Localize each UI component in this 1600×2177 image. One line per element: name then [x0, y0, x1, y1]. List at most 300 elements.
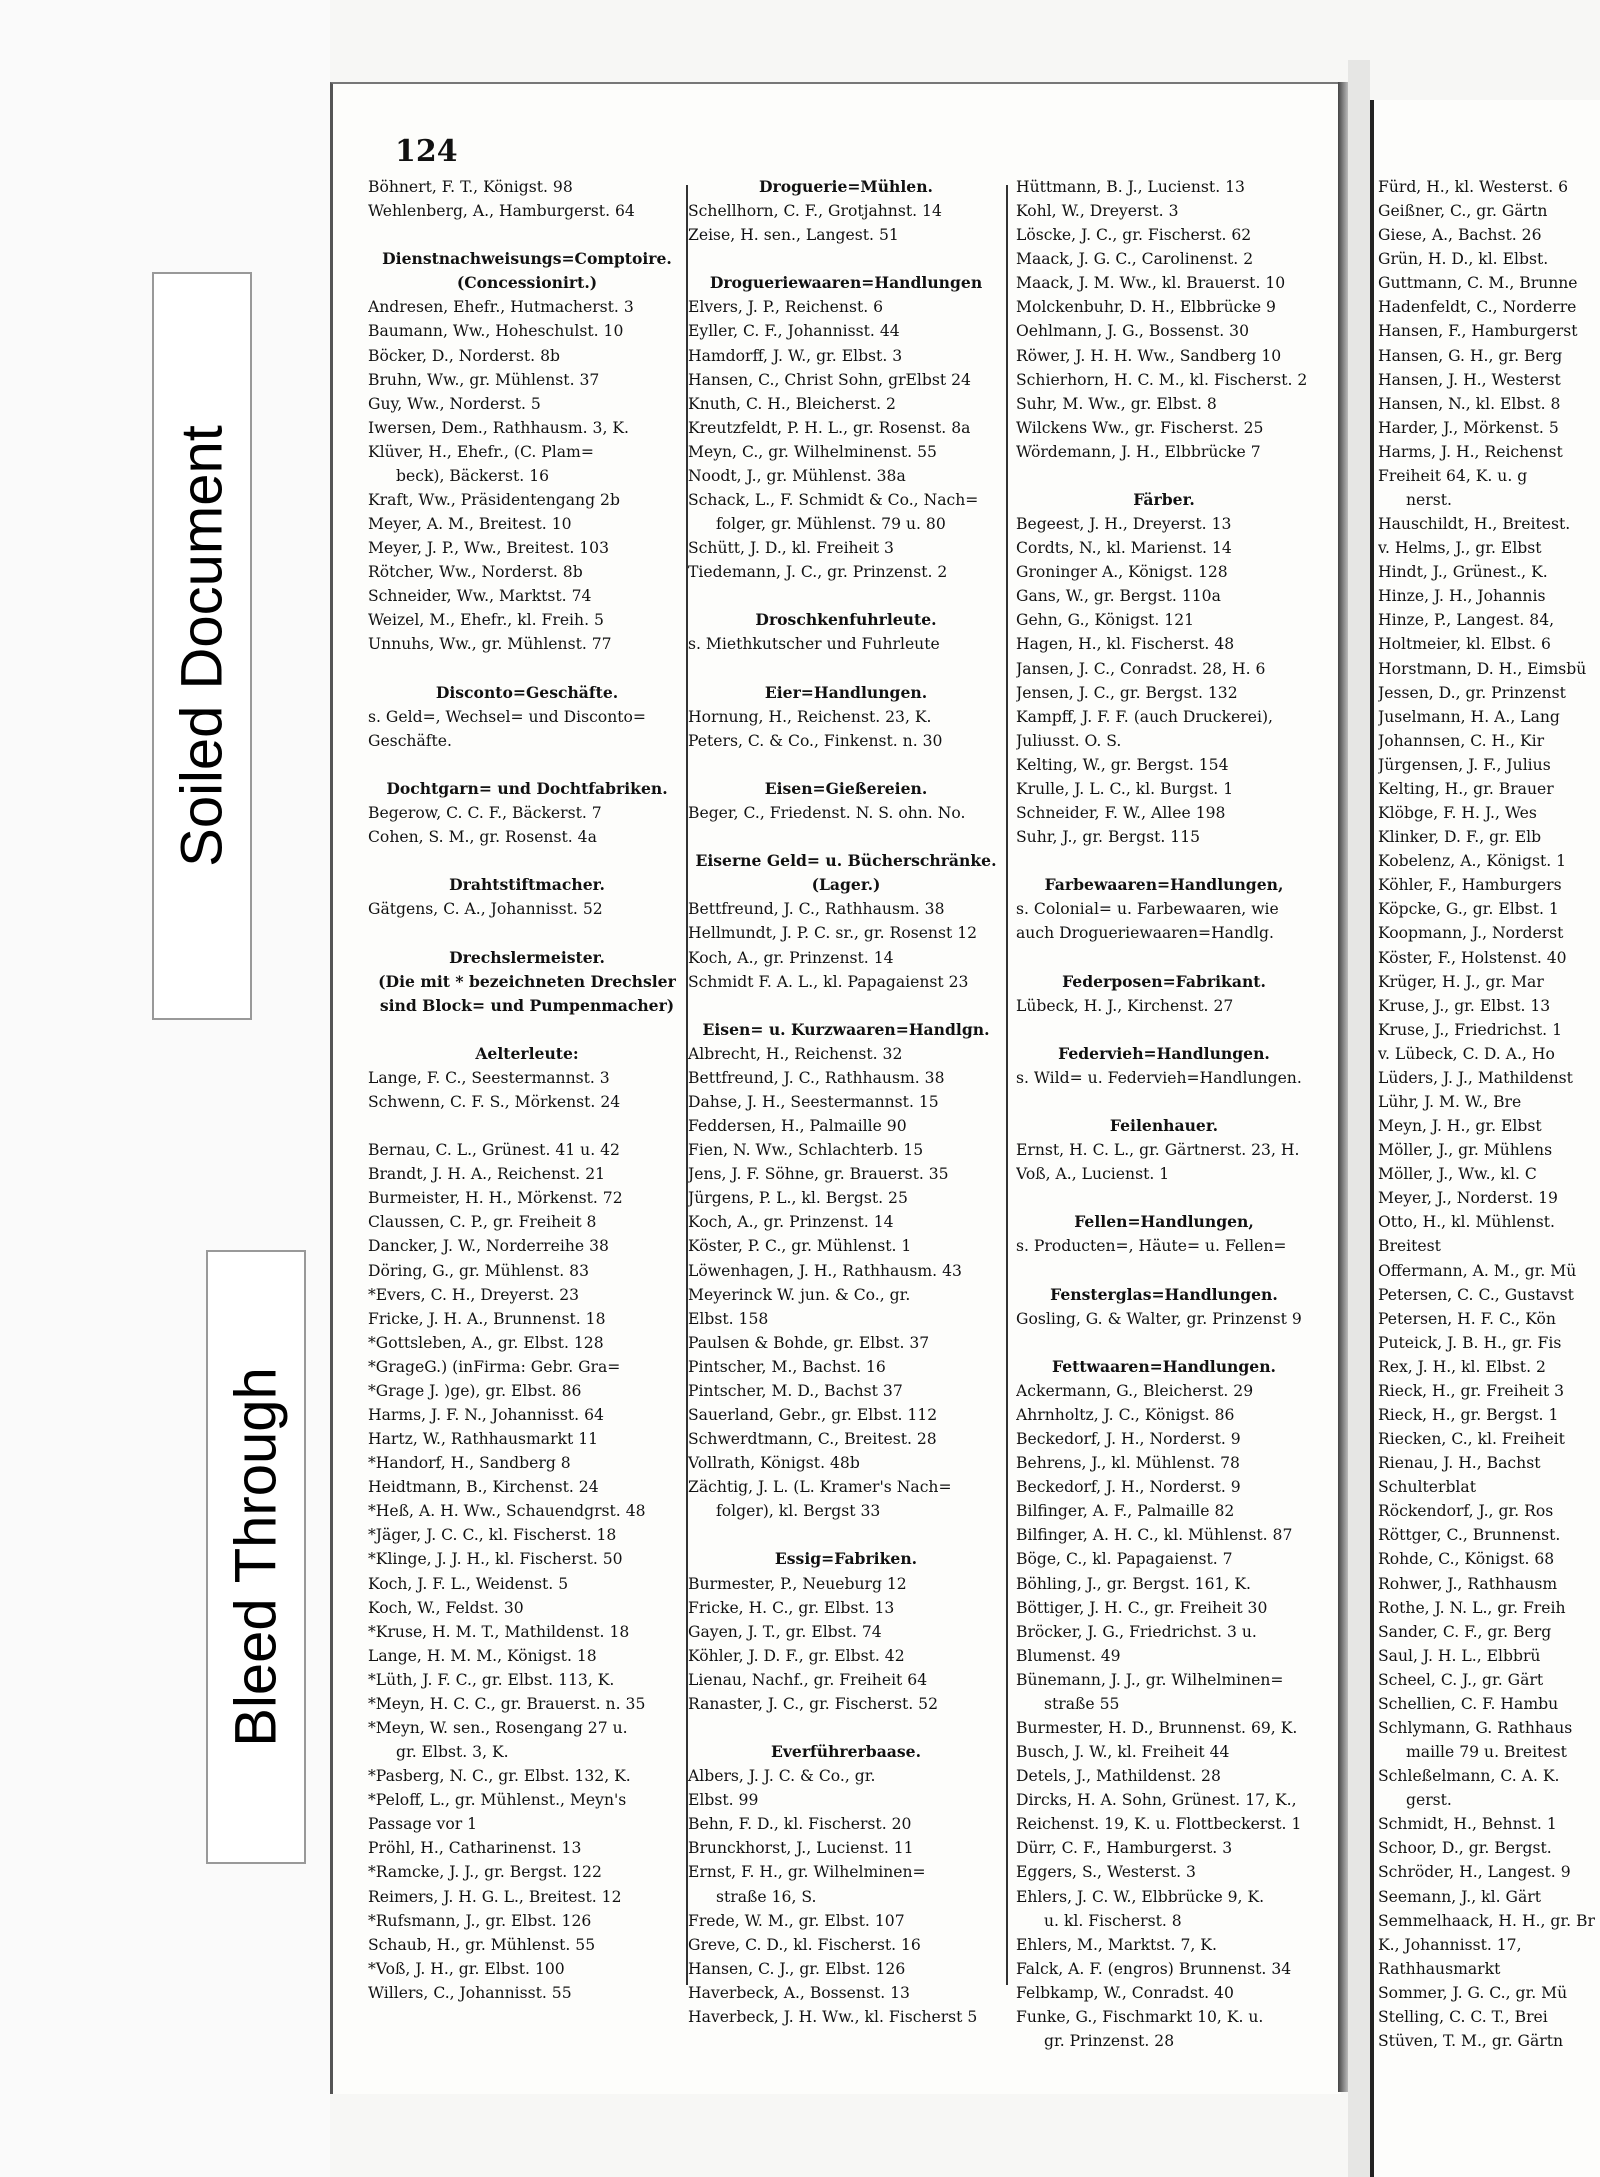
directory-line: Rohwer, J., Rathhausm	[1378, 1574, 1558, 1593]
directory-line: Cordts, N., kl. Marienst. 14	[1016, 539, 1232, 558]
directory-line: Meyerinck W. jun. & Co., gr.	[688, 1285, 911, 1304]
directory-line: Kruse, J., gr. Elbst. 13	[1378, 996, 1551, 1015]
directory-line: Semmelhaack, H. H., gr. Br	[1378, 1911, 1595, 1930]
directory-line: Elvers, J. P., Reichenst. 6	[688, 298, 884, 317]
directory-line: Gätgens, C. A., Johannisst. 52	[368, 900, 603, 919]
directory-line: Rohde, C., Königst. 68	[1378, 1550, 1555, 1569]
directory-line: s. Geld=, Wechsel= und Disconto=	[368, 707, 646, 726]
directory-line: Lange, F. C., Seestermannst. 3	[368, 1068, 610, 1087]
directory-line: Begerow, C. C. F., Bäckerst. 7	[368, 804, 602, 823]
directory-line: Vollrath, Königst. 48b	[688, 1454, 860, 1473]
bleed-through-label	[206, 1250, 306, 1864]
directory-line: Funke, G., Fischmarkt 10, K. u.	[1016, 2007, 1264, 2026]
directory-line: Klinker, D. F., gr. Elb	[1378, 828, 1542, 847]
directory-line: Löwenhagen, J. H., Rathhausm. 43	[688, 1261, 962, 1280]
directory-line: Köhler, J. D. F., gr. Elbst. 42	[688, 1646, 905, 1665]
directory-line: Haverbeck, J. H. Ww., kl. Fischerst 5	[688, 2007, 978, 2026]
directory-line: Paulsen & Bohde, gr. Elbst. 37	[688, 1333, 930, 1352]
directory-line: Falck, A. F. (engros) Brunnenst. 34	[1016, 1959, 1292, 1978]
directory-line: Schierhorn, H. C. M., kl. Fischerst. 2	[1016, 370, 1308, 389]
directory-line: Frede, W. M., gr. Elbst. 107	[688, 1911, 905, 1930]
directory-line: Ehlers, M., Marktst. 7, K.	[1016, 1935, 1217, 1954]
directory-line: Aelterleute:	[475, 1043, 579, 1063]
directory-line: Otto, H., kl. Mühlenst.	[1378, 1213, 1555, 1232]
directory-line: Beger, C., Friedenst. N. S. ohn. No.	[688, 804, 966, 823]
directory-line: Saul, J. H. L., Elbbrü	[1378, 1646, 1541, 1665]
directory-line: Hadenfeldt, C., Norderre	[1378, 298, 1577, 317]
directory-line: Detels, J., Mathildenst. 28	[1016, 1767, 1221, 1786]
directory-line	[688, 994, 1004, 1018]
directory-line: Groninger A., Königst. 128	[1016, 563, 1228, 582]
directory-line: Bruhn, Ww., gr. Mühlenst. 37	[368, 370, 600, 389]
directory-line: Burmester, H. D., Brunnenst. 69, K.	[1016, 1719, 1298, 1737]
directory-line: Köpcke, G., gr. Elbst. 1	[1378, 900, 1559, 919]
directory-line: Begeest, J. H., Dreyerst. 13	[1016, 515, 1232, 534]
directory-line: Albers, J. J. C. & Co., gr.	[688, 1767, 876, 1786]
directory-line: Ackermann, G., Bleicherst. 29	[1016, 1381, 1254, 1400]
directory-line: Heidtmann, B., Kirchenst. 24	[368, 1478, 599, 1497]
directory-line: Bilfinger, A. H. C., kl. Mühlenst. 87	[1016, 1526, 1293, 1545]
directory-line: Iwersen, Dem., Rathhausm. 3, K.	[368, 418, 629, 437]
directory-line: v. Helms, J., gr. Elbst	[1378, 539, 1542, 558]
directory-line: Farbewaaren=Handlungen,	[1044, 875, 1284, 895]
directory-line: Fellen=Handlungen,	[1074, 1212, 1254, 1232]
directory-line: Kampff, J. F. F. (auch Druckerei),	[1016, 707, 1273, 726]
directory-line: Rienau, J. H., Bachst	[1378, 1454, 1541, 1473]
column-2	[688, 175, 1004, 2029]
soiled-document-label	[152, 272, 252, 1020]
directory-line: Färber.	[1133, 490, 1195, 510]
directory-line: Burmester, P., Neueburg 12	[688, 1574, 907, 1593]
directory-line: Stüven, T. M., gr. Gärtn	[1378, 2032, 1563, 2051]
directory-line: Dienstnachweisungs=Comptoire.	[382, 249, 672, 269]
directory-line: s. Colonial= u. Farbewaaren, wie	[1016, 900, 1279, 919]
directory-line	[1016, 464, 1312, 488]
page-number: 124	[395, 134, 458, 169]
directory-line: Juselmann, H. A., Lang	[1378, 707, 1560, 726]
directory-line	[1016, 1331, 1312, 1355]
directory-line: Molckenbuhr, D. H., Elbbrücke 9	[1016, 298, 1276, 317]
directory-line: Bilfinger, A. F., Palmaille 82	[1016, 1502, 1235, 1521]
directory-line: Krüger, H. J., gr. Mar	[1378, 972, 1544, 991]
directory-line: Klöbge, F. H. J., Wes	[1378, 804, 1537, 823]
directory-line	[1016, 1018, 1312, 1042]
directory-line: *Evers, C. H., Dreyerst. 23	[368, 1285, 580, 1304]
directory-line: *Gottsleben, A., gr. Elbst. 128	[368, 1333, 604, 1352]
directory-line: Hansen, F., Hamburgerst	[1378, 322, 1578, 341]
directory-line: Röwer, J. H. H. Ww., Sandberg 10	[1016, 346, 1282, 365]
directory-line: Willers, C., Johannisst. 55	[368, 1983, 572, 2002]
directory-line: Bettfreund, J. C., Rathhausm. 38	[688, 900, 945, 919]
directory-line: Drechslermeister.	[449, 947, 605, 967]
directory-line: Hinze, P., Langest. 84,	[1378, 611, 1555, 630]
directory-line: Jens, J. F. Söhne, gr. Brauerst. 35	[688, 1165, 949, 1184]
directory-line: gr. Elbst. 3, K.	[396, 1743, 509, 1762]
directory-line: Dahse, J. H., Seestermannst. 15	[688, 1092, 939, 1111]
directory-line: Harms, J. H., Reichenst	[1378, 442, 1563, 461]
directory-line: Guy, Ww., Norderst. 5	[368, 394, 541, 413]
directory-line: *Peloff, L., gr. Mühlenst., Meyn's	[368, 1791, 627, 1810]
directory-line	[368, 1114, 686, 1138]
directory-line: Johannsen, C. H., Kir	[1378, 731, 1545, 750]
directory-line: Brunckhorst, J., Lucienst. 11	[688, 1839, 914, 1858]
directory-line: K., Johannisst. 17,	[1378, 1935, 1522, 1954]
directory-line: Hüttmann, B. J., Lucienst. 13	[1016, 178, 1245, 196]
directory-line: Behn, F. D., kl. Fischerst. 20	[688, 1815, 912, 1834]
column-rule-2	[1006, 185, 1008, 1985]
directory-line: Hartz, W., Rathhausmarkt 11	[368, 1430, 599, 1449]
directory-line: Holtmeier, kl. Elbst. 6	[1378, 635, 1551, 654]
directory-line: Passage vor 1	[368, 1815, 478, 1834]
directory-line: Giese, A., Bachst. 26	[1378, 226, 1542, 245]
directory-line: Drahtstiftmacher.	[449, 875, 605, 895]
directory-line: Maack, J. M. Ww., kl. Brauerst. 10	[1016, 274, 1286, 293]
directory-line: *Klinge, J. J. H., kl. Fischerst. 50	[368, 1550, 623, 1569]
directory-line: Andresen, Ehefr., Hutmacherst. 3	[368, 298, 634, 317]
directory-line: Schellhorn, C. F., Grotjahnst. 14	[688, 202, 942, 221]
directory-line: *Meyn, W. sen., Rosengang 27 u.	[368, 1719, 628, 1737]
directory-line: Harder, J., Mörkenst. 5	[1378, 418, 1559, 437]
directory-line: Beckedorf, J. H., Norderst. 9	[1016, 1430, 1241, 1449]
column-4-partial	[1378, 175, 1600, 2053]
directory-line: Tiedemann, J. C., gr. Prinzenst. 2	[688, 563, 948, 582]
directory-line: Seemann, J., kl. Gärt	[1378, 1887, 1541, 1906]
directory-line: Disconto=Geschäfte.	[435, 682, 619, 702]
directory-line: Maack, J. G. C., Carolinenst. 2	[1016, 250, 1254, 269]
directory-line: Reimers, J. H. G. L., Breitest. 12	[368, 1887, 622, 1906]
directory-line: Böttiger, J. H. C., gr. Freiheit 30	[1016, 1598, 1268, 1617]
directory-line: Beckedorf, J. H., Norderst. 9	[1016, 1478, 1241, 1497]
directory-line: Breitest	[1378, 1237, 1441, 1256]
directory-line: Greve, C. D., kl. Fischerst. 16	[688, 1935, 921, 1954]
directory-line: Ahrnholtz, J. C., Königst. 86	[1016, 1405, 1235, 1424]
directory-line: Koch, A., gr. Prinzenst. 14	[688, 1213, 894, 1232]
directory-line: Schoor, D., gr. Bergst.	[1378, 1839, 1552, 1858]
directory-line: Hellmundt, J. P. C. sr., gr. Rosenst 12	[688, 924, 978, 943]
directory-line: Drogueriewaaren=Handlungen	[709, 273, 983, 293]
directory-line: *Voß, J. H., gr. Elbst. 100	[368, 1959, 565, 1978]
directory-line: Eggers, S., Westerst. 3	[1016, 1863, 1196, 1882]
directory-line: Meyn, J. H., gr. Elbst	[1378, 1117, 1542, 1136]
directory-line: Schmidt F. A. L., kl. Papagaienst 23	[688, 972, 969, 991]
directory-line: *Lüth, J. F. C., gr. Elbst. 113, K.	[368, 1670, 615, 1689]
directory-line: Feddersen, H., Palmaille 90	[688, 1117, 907, 1136]
directory-line: Voß, A., Lucienst. 1	[1016, 1165, 1170, 1184]
directory-line	[368, 223, 686, 247]
directory-line: Meyer, J., Norderst. 19	[1378, 1189, 1558, 1208]
directory-line: Meyn, C., gr. Wilhelminenst. 55	[688, 442, 937, 461]
directory-line: Riecken, C., kl. Freiheit	[1378, 1430, 1565, 1449]
directory-line: Weizel, M., Ehefr., kl. Freih. 5	[368, 611, 604, 630]
directory-line: Noodt, J., gr. Mühlenst. 38a	[688, 466, 906, 485]
directory-line: Wilckens Ww., gr. Fischerst. 25	[1016, 418, 1264, 437]
directory-line: Fürd, H., kl. Westerst. 6	[1378, 178, 1569, 196]
directory-line: Hansen, G. H., gr. Berg	[1378, 346, 1563, 365]
directory-line: Möller, J., gr. Mühlens	[1378, 1141, 1553, 1160]
directory-line: Jessen, D., gr. Prinzenst	[1378, 683, 1566, 702]
directory-line	[368, 921, 686, 945]
directory-line: Ernst, H. C. L., gr. Gärtnerst. 23, H.	[1016, 1141, 1300, 1160]
directory-line: Eiserne Geld= u. Bücherschränke.	[695, 851, 997, 871]
directory-line: Jürgensen, J. F., Julius	[1378, 755, 1551, 774]
directory-line: Burmeister, H. H., Mörkenst. 72	[368, 1189, 623, 1208]
directory-line: Feilenhauer.	[1109, 1116, 1219, 1136]
directory-line: Kobelenz, A., Königst. 1	[1378, 852, 1567, 871]
directory-line: Schellien, C. F. Hambu	[1378, 1694, 1559, 1713]
directory-line: Schulterblat	[1378, 1478, 1476, 1497]
directory-line: Ehlers, J. C. W., Elbbrücke 9, K.	[1016, 1887, 1265, 1906]
directory-line: Bünemann, J. J., gr. Wilhelminen=	[1016, 1670, 1284, 1689]
directory-line: Koch, W., Feldst. 30	[368, 1598, 524, 1617]
directory-line: Sander, C. F., gr. Berg	[1378, 1622, 1552, 1641]
directory-line: Elbst. 158	[688, 1309, 769, 1328]
directory-line: Geißner, C., gr. Gärtn	[1378, 202, 1548, 221]
directory-line: Lühr, J. M. W., Bre	[1378, 1092, 1522, 1111]
directory-line: Möller, J., Ww., kl. C	[1378, 1165, 1537, 1184]
directory-line: Lange, H. M. M., Königst. 18	[368, 1646, 597, 1665]
directory-line: Reichenst. 19, K. u. Flottbeckerst. 1	[1016, 1815, 1302, 1834]
directory-line: Haverbeck, A., Bossenst. 13	[688, 1983, 910, 2002]
directory-line: Wördemann, J. H., Elbbrücke 7	[1016, 442, 1261, 461]
directory-line: s. Miethkutscher und Fuhrleute	[688, 635, 940, 654]
directory-line: Unnuhs, Ww., gr. Mühlenst. 77	[368, 635, 612, 654]
directory-line: *Ramcke, J. J., gr. Bergst. 122	[368, 1863, 602, 1882]
directory-line: *Rufsmann, J., gr. Elbst. 126	[368, 1911, 592, 1930]
directory-line: Schlymann, G. Rathhaus	[1378, 1719, 1573, 1737]
directory-line: Bernau, C. L., Grünest. 41 u. 42	[368, 1141, 620, 1160]
directory-line: Dircks, H. A. Sohn, Grünest. 17, K.,	[1016, 1791, 1297, 1810]
directory-line: Koch, J. F. L., Weidenst. 5	[368, 1574, 569, 1593]
directory-line: Kruse, J., Friedrichst. 1	[1378, 1020, 1562, 1039]
directory-line: Koch, A., gr. Prinzenst. 14	[688, 948, 894, 967]
directory-line: Hindt, J., Grünest., K.	[1378, 563, 1548, 582]
directory-line: Gosling, G. & Walter, gr. Prinzenst 9	[1016, 1309, 1302, 1328]
directory-line: Sommer, J. G. C., gr. Mü	[1378, 1983, 1568, 2002]
directory-line: Federposen=Fabrikant.	[1062, 971, 1266, 991]
directory-line: Guttmann, C. M., Brunne	[1378, 274, 1578, 293]
column-1	[368, 175, 686, 2005]
directory-line: Fricke, J. H. A., Brunnenst. 18	[368, 1309, 606, 1328]
directory-line: Wehlenberg, A., Hamburgerst. 64	[368, 202, 635, 221]
directory-line: folger, gr. Mühlenst. 79 u. 80	[716, 515, 946, 534]
directory-line: maille 79 u. Breitest	[1406, 1743, 1567, 1762]
directory-line: Cohen, S. M., gr. Rosenst. 4a	[368, 828, 597, 847]
directory-line: gerst.	[1406, 1791, 1452, 1810]
directory-line: Petersen, C. C., Gustavst	[1378, 1285, 1574, 1304]
directory-line: Schröder, H., Langest. 9	[1378, 1863, 1571, 1882]
directory-line: Kraft, Ww., Präsidentengang 2b	[368, 491, 620, 510]
directory-line: Rieck, H., gr. Bergst. 1	[1378, 1405, 1559, 1424]
directory-line: Jürgens, P. L., kl. Bergst. 25	[688, 1189, 908, 1208]
directory-line: *Heß, A. H. Ww., Schauendgrst. 48	[368, 1502, 646, 1521]
directory-line: (Lager.)	[811, 875, 881, 895]
directory-line: sind Block= und Pumpenmacher)	[379, 995, 675, 1015]
directory-line: *Pasberg, N. C., gr. Elbst. 132, K.	[368, 1767, 631, 1786]
directory-line: *Handorf, H., Sandberg 8	[368, 1454, 571, 1473]
directory-line	[688, 657, 1004, 681]
directory-line: Lübeck, H. J., Kirchenst. 27	[1016, 996, 1234, 1015]
directory-line: Hamdorff, J. W., gr. Elbst. 3	[688, 346, 903, 365]
directory-line: Böhnert, F. T., Königst. 98	[368, 178, 573, 196]
directory-line: Harms, J. F. N., Johannisst. 64	[368, 1405, 604, 1424]
directory-line: Schneider, Ww., Marktst. 74	[368, 587, 592, 606]
directory-line: Schwenn, C. F. S., Mörkenst. 24	[368, 1092, 621, 1111]
directory-line: Rathhausmarkt	[1378, 1959, 1501, 1978]
directory-line: Zeise, H. sen., Langest. 51	[688, 226, 899, 245]
directory-line: Schaub, H., gr. Mühlenst. 55	[368, 1935, 596, 1954]
directory-line: Bröcker, J. G., Friedrichst. 3 u.	[1016, 1622, 1257, 1641]
directory-line: Röttger, C., Brunnenst.	[1378, 1526, 1561, 1545]
soiled-document-text: Soiled Document	[169, 425, 235, 867]
directory-line	[368, 849, 686, 873]
directory-line: Scheel, C. J., gr. Gärt	[1378, 1670, 1544, 1689]
directory-line: Juliusst. O. S.	[1016, 731, 1122, 750]
directory-line: Fricke, H. C., gr. Elbst. 13	[688, 1598, 895, 1617]
directory-line: Dochtgarn= und Dochtfabriken.	[386, 778, 668, 798]
directory-line	[1016, 1090, 1312, 1114]
directory-line: (Die mit * bezeichneten Drechsler	[378, 971, 676, 991]
directory-line: Kelting, H., gr. Brauer	[1378, 779, 1554, 798]
directory-line: Oehlmann, J. G., Bossenst. 30	[1016, 322, 1249, 341]
directory-line: *Kruse, H. M. T., Mathildenst. 18	[368, 1622, 630, 1641]
directory-line: folger), kl. Bergst 33	[716, 1502, 881, 1521]
directory-line: Eisen=Gießereien.	[764, 778, 928, 798]
directory-line: straße 55	[1044, 1694, 1120, 1713]
bleed-through-text: Bleed Through	[223, 1367, 289, 1747]
directory-line: Bettfreund, J. C., Rathhausm. 38	[688, 1068, 945, 1087]
page-gutter	[1348, 60, 1370, 2177]
directory-line: Döring, G., gr. Mühlenst. 83	[368, 1261, 590, 1280]
directory-line: Hansen, N., kl. Elbst. 8	[1378, 394, 1561, 413]
directory-line: straße 16, S.	[716, 1887, 817, 1906]
directory-line: Felbkamp, W., Conradst. 40	[1016, 1983, 1234, 2002]
directory-line: Hansen, J. H., Westerst	[1378, 370, 1561, 389]
directory-line: u. kl. Fischerst. 8	[1044, 1911, 1182, 1930]
directory-line	[688, 753, 1004, 777]
directory-line	[688, 247, 1004, 271]
directory-line: Zächtig, J. L. (L. Kramer's Nach=	[688, 1478, 952, 1497]
directory-line: Blumenst. 49	[1016, 1646, 1121, 1665]
directory-line: *Jäger, J. C. C., kl. Fischerst. 18	[368, 1526, 617, 1545]
directory-line: Kohl, W., Dreyerst. 3	[1016, 202, 1179, 221]
directory-line: Jensen, J. C., gr. Bergst. 132	[1016, 683, 1238, 702]
directory-line: Rothe, J. N. L., gr. Freih	[1378, 1598, 1566, 1617]
directory-line	[1016, 1259, 1312, 1283]
directory-line: Rex, J. H., kl. Elbst. 2	[1378, 1357, 1546, 1376]
directory-line: Albrecht, H., Reichenst. 32	[688, 1044, 903, 1063]
column-3	[1016, 175, 1312, 2053]
directory-line: Hornung, H., Reichenst. 23, K.	[688, 707, 932, 726]
directory-line: Fensterglas=Handlungen.	[1050, 1284, 1278, 1304]
directory-line: Krulle, J. L. C., kl. Burgst. 1	[1016, 779, 1234, 798]
directory-line: v. Lübeck, C. D. A., Ho	[1378, 1044, 1555, 1063]
directory-line: (Concessionirt.)	[456, 273, 598, 293]
directory-line: Pröhl, H., Catharinenst. 13	[368, 1839, 582, 1858]
directory-line: s. Wild= u. Federvieh=Handlungen.	[1016, 1068, 1302, 1087]
directory-line: beck), Bäckerst. 16	[396, 466, 550, 485]
directory-line: Petersen, H. F. C., Kön	[1378, 1309, 1556, 1328]
directory-line: Peters, C. & Co., Finkenst. n. 30	[688, 731, 943, 750]
directory-line: Löscke, J. C., gr. Fischerst. 62	[1016, 226, 1252, 245]
directory-line: Geschäfte.	[368, 731, 452, 750]
directory-line: Federvieh=Handlungen.	[1058, 1043, 1270, 1063]
directory-line: Gayen, J. T., gr. Elbst. 74	[688, 1622, 882, 1641]
directory-line: Puteick, J. B. H., gr. Fis	[1378, 1333, 1562, 1352]
directory-line	[368, 657, 686, 681]
directory-line: Röckendorf, J., gr. Ros	[1378, 1502, 1554, 1521]
directory-line: Fettwaaren=Handlungen.	[1052, 1356, 1276, 1376]
directory-line: Sauerland, Gebr., gr. Elbst. 112	[688, 1405, 938, 1424]
directory-line: Schmidt, H., Behnst. 1	[1378, 1815, 1557, 1834]
directory-line	[688, 825, 1004, 849]
directory-line: Eisen= u. Kurzwaaren=Handlgn.	[702, 1019, 990, 1039]
directory-line: Schneider, F. W., Allee 198	[1016, 804, 1226, 823]
directory-line: Offermann, A. M., gr. Mü	[1378, 1261, 1577, 1280]
directory-line: Kreutzfeldt, P. H. L., gr. Rosenst. 8a	[688, 418, 971, 437]
directory-line: Behrens, J., kl. Mühlenst. 78	[1016, 1454, 1240, 1473]
directory-line: Droschkenfuhrleute.	[755, 610, 937, 630]
directory-line: Hansen, C., Christ Sohn, grElbst 24	[688, 370, 971, 389]
directory-line: Eyller, C. F., Johannisst. 44	[688, 322, 900, 341]
directory-line: Koopmann, J., Norderst	[1378, 924, 1564, 943]
directory-line: Grün, H. D., kl. Elbst.	[1378, 250, 1549, 269]
directory-line: *GrageG.) (inFirma: Gebr. Gra=	[368, 1357, 621, 1376]
directory-line: Eier=Handlungen.	[764, 682, 928, 702]
directory-line	[368, 753, 686, 777]
directory-line: Hinze, J. H., Johannis	[1378, 587, 1546, 606]
directory-line: Pintscher, M., Bachst. 16	[688, 1357, 886, 1376]
directory-line: Brandt, J. H. A., Reichenst. 21	[368, 1165, 606, 1184]
directory-line: Lüders, J. J., Mathildenst	[1378, 1068, 1573, 1087]
directory-line: Meyer, A. M., Breitest. 10	[368, 515, 572, 534]
directory-line: Elbst. 99	[688, 1791, 759, 1810]
directory-line: Schwerdtmann, C., Breitest. 28	[688, 1430, 937, 1449]
directory-line: Freiheit 64, K. u. g	[1378, 466, 1528, 485]
directory-line	[688, 1716, 1004, 1740]
directory-line: Baumann, Ww., Hoheschulst. 10	[368, 322, 624, 341]
directory-line: Stelling, C. C. T., Brei	[1378, 2007, 1548, 2026]
directory-line: Rötcher, Ww., Norderst. 8b	[368, 563, 583, 582]
directory-line: Meyer, J. P., Ww., Breitest. 103	[368, 539, 610, 558]
directory-line: Hagen, H., kl. Fischerst. 48	[1016, 635, 1235, 654]
directory-line: Lienau, Nachf., gr. Freiheit 64	[688, 1670, 928, 1689]
directory-line: Hauschildt, H., Breitest.	[1378, 515, 1571, 534]
directory-line: gr. Prinzenst. 28	[1044, 2032, 1175, 2051]
directory-line: Droguerie=Mühlen.	[759, 177, 933, 196]
directory-line: Horstmann, D. H., Eimsbü	[1378, 659, 1587, 678]
directory-line	[688, 1523, 1004, 1547]
directory-line: Ranaster, J. C., gr. Fischerst. 52	[688, 1694, 939, 1713]
directory-line: *Meyn, H. C. C., gr. Brauerst. n. 35	[368, 1694, 646, 1713]
directory-line: Schack, L., F. Schmidt & Co., Nach=	[688, 491, 979, 510]
directory-line: Köster, P. C., gr. Mühlenst. 1	[688, 1237, 912, 1256]
directory-line: nerst.	[1406, 491, 1452, 510]
directory-line	[1016, 946, 1312, 970]
directory-line: Gans, W., gr. Bergst. 110a	[1016, 587, 1221, 606]
directory-line: Schütt, J. D., kl. Freiheit 3	[688, 539, 894, 558]
directory-line	[1016, 1186, 1312, 1210]
directory-line: Gehn, G., Königst. 121	[1016, 611, 1195, 630]
directory-line: auch Drogueriewaaren=Handlg.	[1016, 924, 1274, 943]
directory-line: Hansen, C. J., gr. Elbst. 126	[688, 1959, 906, 1978]
directory-line: Pintscher, M. D., Bachst 37	[688, 1381, 903, 1400]
directory-line	[688, 584, 1004, 608]
directory-line: Suhr, M. Ww., gr. Elbst. 8	[1016, 394, 1217, 413]
directory-line: Böge, C., kl. Papagaienst. 7	[1016, 1550, 1233, 1569]
directory-line: Rieck, H., gr. Freiheit 3	[1378, 1381, 1565, 1400]
directory-line	[1016, 849, 1312, 873]
directory-line: Böhling, J., gr. Bergst. 161, K.	[1016, 1574, 1251, 1593]
